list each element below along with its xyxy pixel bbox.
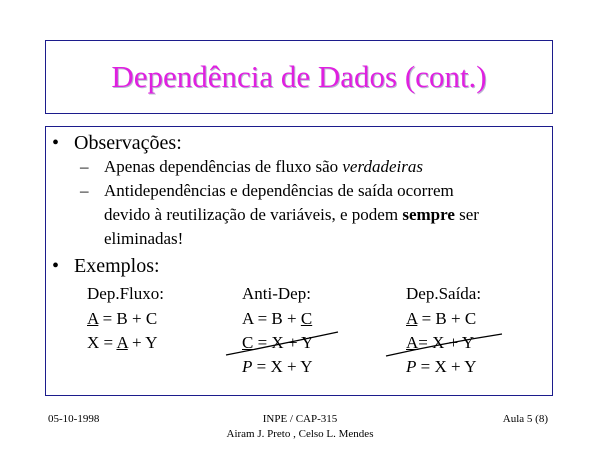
subitem-text: eliminadas!: [104, 229, 184, 248]
bullet-observacoes: [52, 132, 182, 155]
bullet-colon: :: [176, 132, 182, 154]
bullet-exemplos: [52, 255, 160, 278]
footer-org: INPE / CAP-315: [262, 413, 338, 425]
output-header: Dep.Saída:: [406, 284, 482, 303]
subitem-text: ser: [454, 205, 479, 224]
title-box: [45, 40, 553, 114]
subitem-2-line-1: [80, 181, 454, 201]
footer-authors: Airam J. Preto , Celso L. Mendes: [226, 428, 374, 440]
bullet-label: Exemplos: [74, 255, 154, 277]
anti-row-1-expr: A = B +: [242, 309, 301, 328]
subitem-1: [80, 157, 423, 177]
subitem-bold: sempre: [402, 205, 455, 224]
anti-row-3-expr: = X + Y: [252, 357, 313, 376]
subitem-2-line-2: [104, 205, 479, 225]
flow-row-2-rhs: + Y: [127, 333, 158, 352]
bullet-colon: :: [154, 255, 160, 277]
output-row-2-expr: = X + Y: [418, 333, 475, 352]
output-row-2: [406, 333, 474, 353]
output-row-2-var: A: [406, 333, 419, 352]
output-row-1: [406, 309, 476, 329]
anti-row-1-var: C: [300, 309, 313, 328]
output-row-3: [406, 357, 477, 377]
dash-glyph: –: [80, 181, 89, 200]
anti-header: Anti-Dep:: [242, 284, 311, 303]
output-row-3-var: P: [406, 357, 417, 376]
anti-row-3-var: P: [242, 357, 253, 376]
dash-glyph: –: [80, 157, 89, 176]
anti-row-2-var: C: [242, 333, 254, 352]
subitem-2-line-3: [104, 229, 183, 249]
bullet-dot-icon: •: [52, 255, 60, 277]
slide-title: Dependência de Dados (cont.): [111, 59, 487, 94]
flow-row-2-lhs: X =: [87, 333, 117, 352]
footer-date: 05-10-1998: [48, 413, 100, 425]
footer-page: Aula 5 (8): [502, 413, 548, 425]
anti-row-2: [242, 333, 313, 353]
anti-row-2-expr: = X + Y: [253, 333, 314, 352]
subitem-text: Apenas dependências de fluxo são: [104, 157, 343, 176]
flow-row-2: [87, 333, 158, 353]
anti-row-3: [242, 357, 313, 377]
subitem-text: devido à reutilização de variáveis, e podem: [104, 205, 403, 224]
anti-row-1: [242, 309, 312, 329]
flow-row-1: [87, 309, 157, 329]
flow-row-1-var: A: [87, 309, 99, 328]
bullet-dot-icon: •: [52, 132, 60, 154]
flow-header: Dep.Fluxo:: [87, 284, 164, 303]
subitem-emphasis: verdadeiras: [342, 157, 423, 176]
bullet-label: Observações: [74, 132, 177, 154]
subitem-text: Antidependências e dependências de saída ocorrem: [104, 181, 454, 200]
output-row-1-expr: = B + C: [417, 309, 477, 328]
output-row-1-var: A: [406, 309, 418, 328]
flow-row-2-var: A: [116, 333, 128, 352]
output-row-3-expr: = X + Y: [416, 357, 477, 376]
flow-row-1-expr: = B + C: [98, 309, 158, 328]
